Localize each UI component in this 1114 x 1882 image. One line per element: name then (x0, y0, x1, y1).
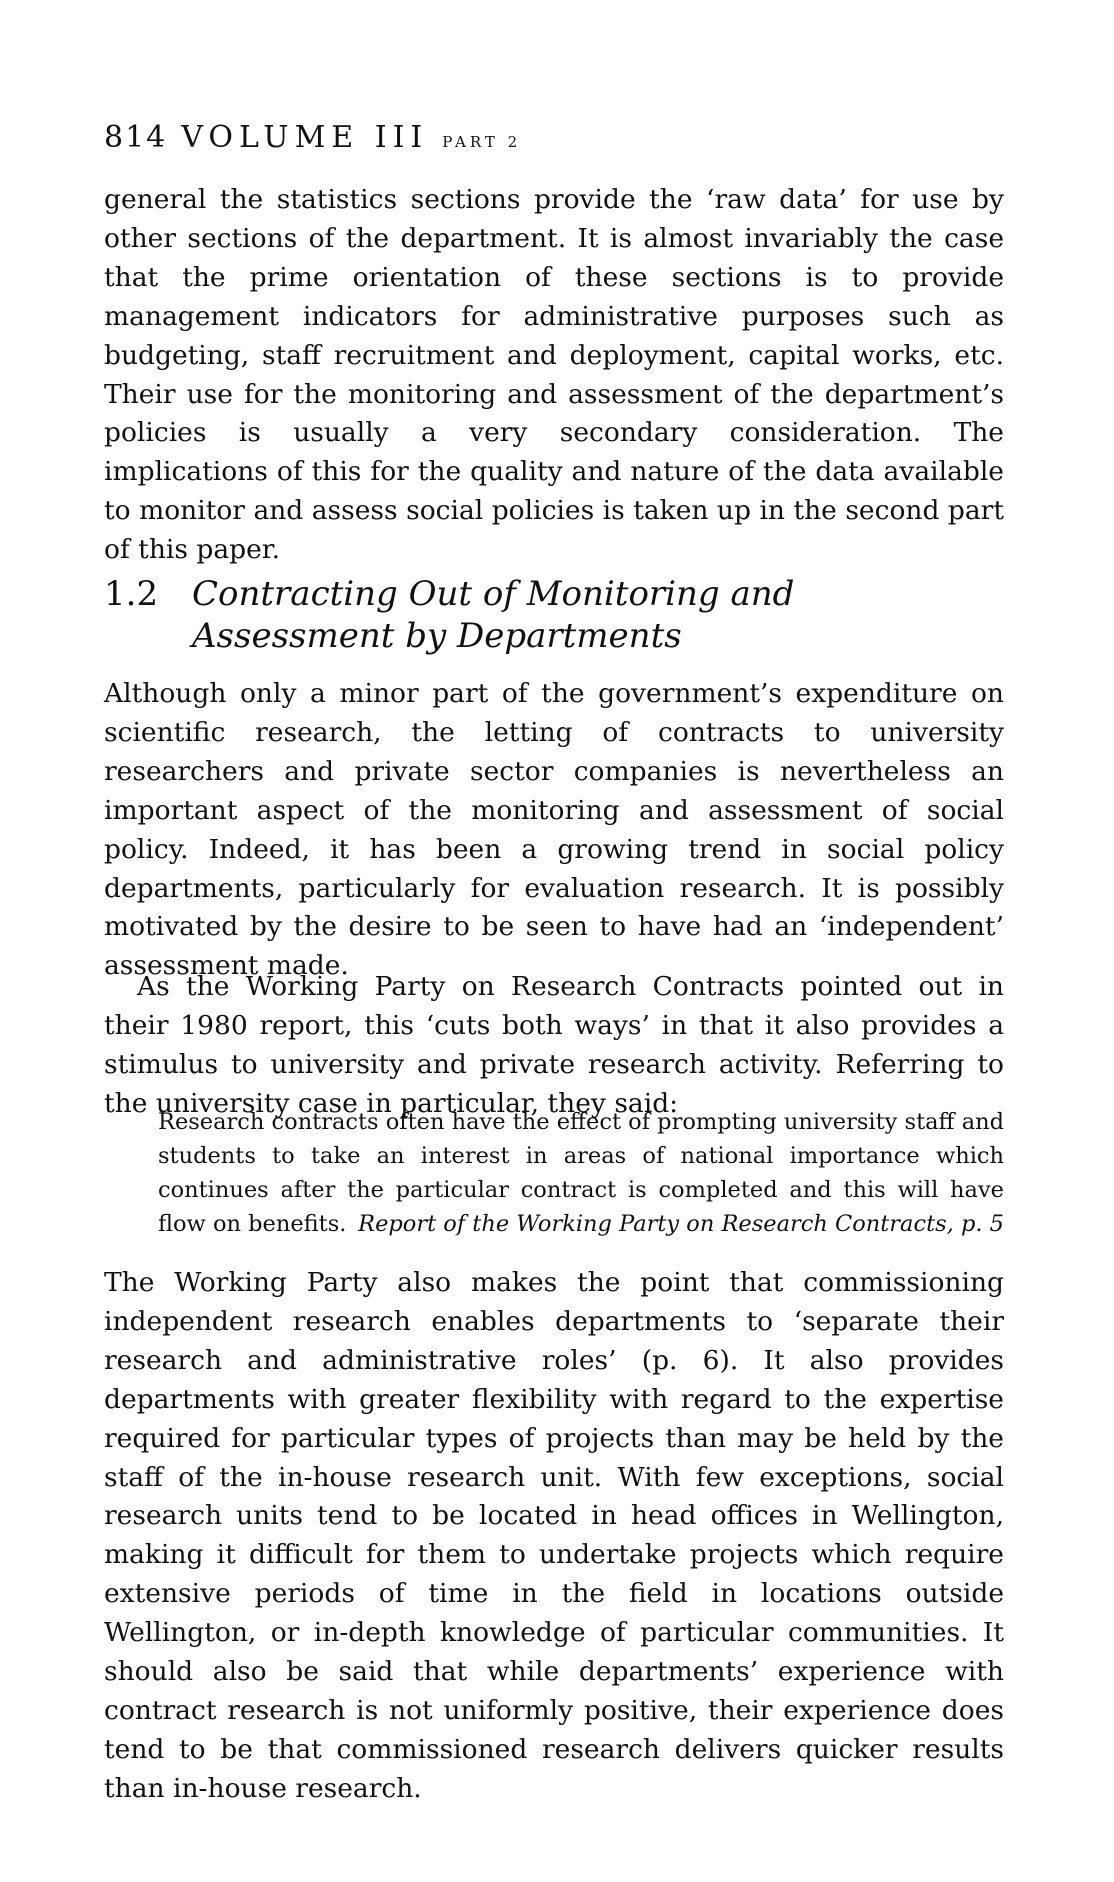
paragraph-text: general the statistics sections provide the ‘raw data’ for use by other sections of the department. It is almost invariably the case that the prime orientation of these sections is to provide management indicators for administrative purposes such as budgeting, staff recruitment and deployment, capital works, etc. Their use for the monitoring and assessment of the department’s policies is usually a very secondary consideration. The implications of this for the quality and nature of the data available to monitor and assess social policies is taken up in the second part of this paper. (104, 184, 1004, 566)
part-label: PART 2 (442, 133, 522, 151)
paragraph-text: The Working Party also makes the point that commissioning independent research enables departments to ‘separate their research and administrative roles’ (p. 6). It also provides departments with greater flexibility with regard to the expertise required for particular types of projects than may be held by the staff of the in-house research unit. With few exceptions, social research units tend to be located in head offices in Wellington, making it difficult for them to undertake projects which require extensive periods of time in the field in locations outside Wellington, or in-depth knowledge of particular communities. It should also be said that while departments’ experience with contract research is not uniformly positive, their experience does tend to be that commissioned research delivers quicker results than in-house research. (104, 1267, 1004, 1804)
paragraph-text: As the Working Party on Research Contracts pointed out in their 1980 report, this ‘cuts both ways’ in that it also provides a stimulus to university and private research activity. Referring to the university case in particular, they said: (104, 971, 1004, 1119)
paragraph-text: Although only a minor part of the government’s expenditure on scientific research, the letting of contracts to university researchers and private sector companies is nevertheless an important aspect of the monitoring and assessment of social policy. Indeed, it has been a growing trend in social policy departments, particularly for evaluation research. It is possibly motivated by the desire to be seen to have had an ‘independent’ assessment made. (104, 678, 1004, 982)
volume-label: VOLUME III (181, 120, 429, 155)
paragraph-independent-research (104, 1264, 1004, 1809)
quote-text: Research contracts often have the effect of prompting university staff and students to take an interest in areas of national importance which continues after the particular contract is completed and this will have flow on benefits. (158, 1109, 1004, 1237)
paragraph-working-party (104, 968, 1004, 1124)
section-number: 1.2 (104, 574, 159, 614)
block-quote (158, 1105, 1004, 1241)
running-header (104, 120, 521, 160)
section-title: Contracting Out of Monitoring and Assessment by Departments (192, 574, 795, 656)
page-number: 814 (104, 120, 168, 155)
paragraph-continuation (104, 181, 1004, 570)
paragraph-intro (104, 675, 1004, 986)
quote-source: Report of the Working Party on Research Contracts, p. 5 (358, 1211, 1004, 1237)
